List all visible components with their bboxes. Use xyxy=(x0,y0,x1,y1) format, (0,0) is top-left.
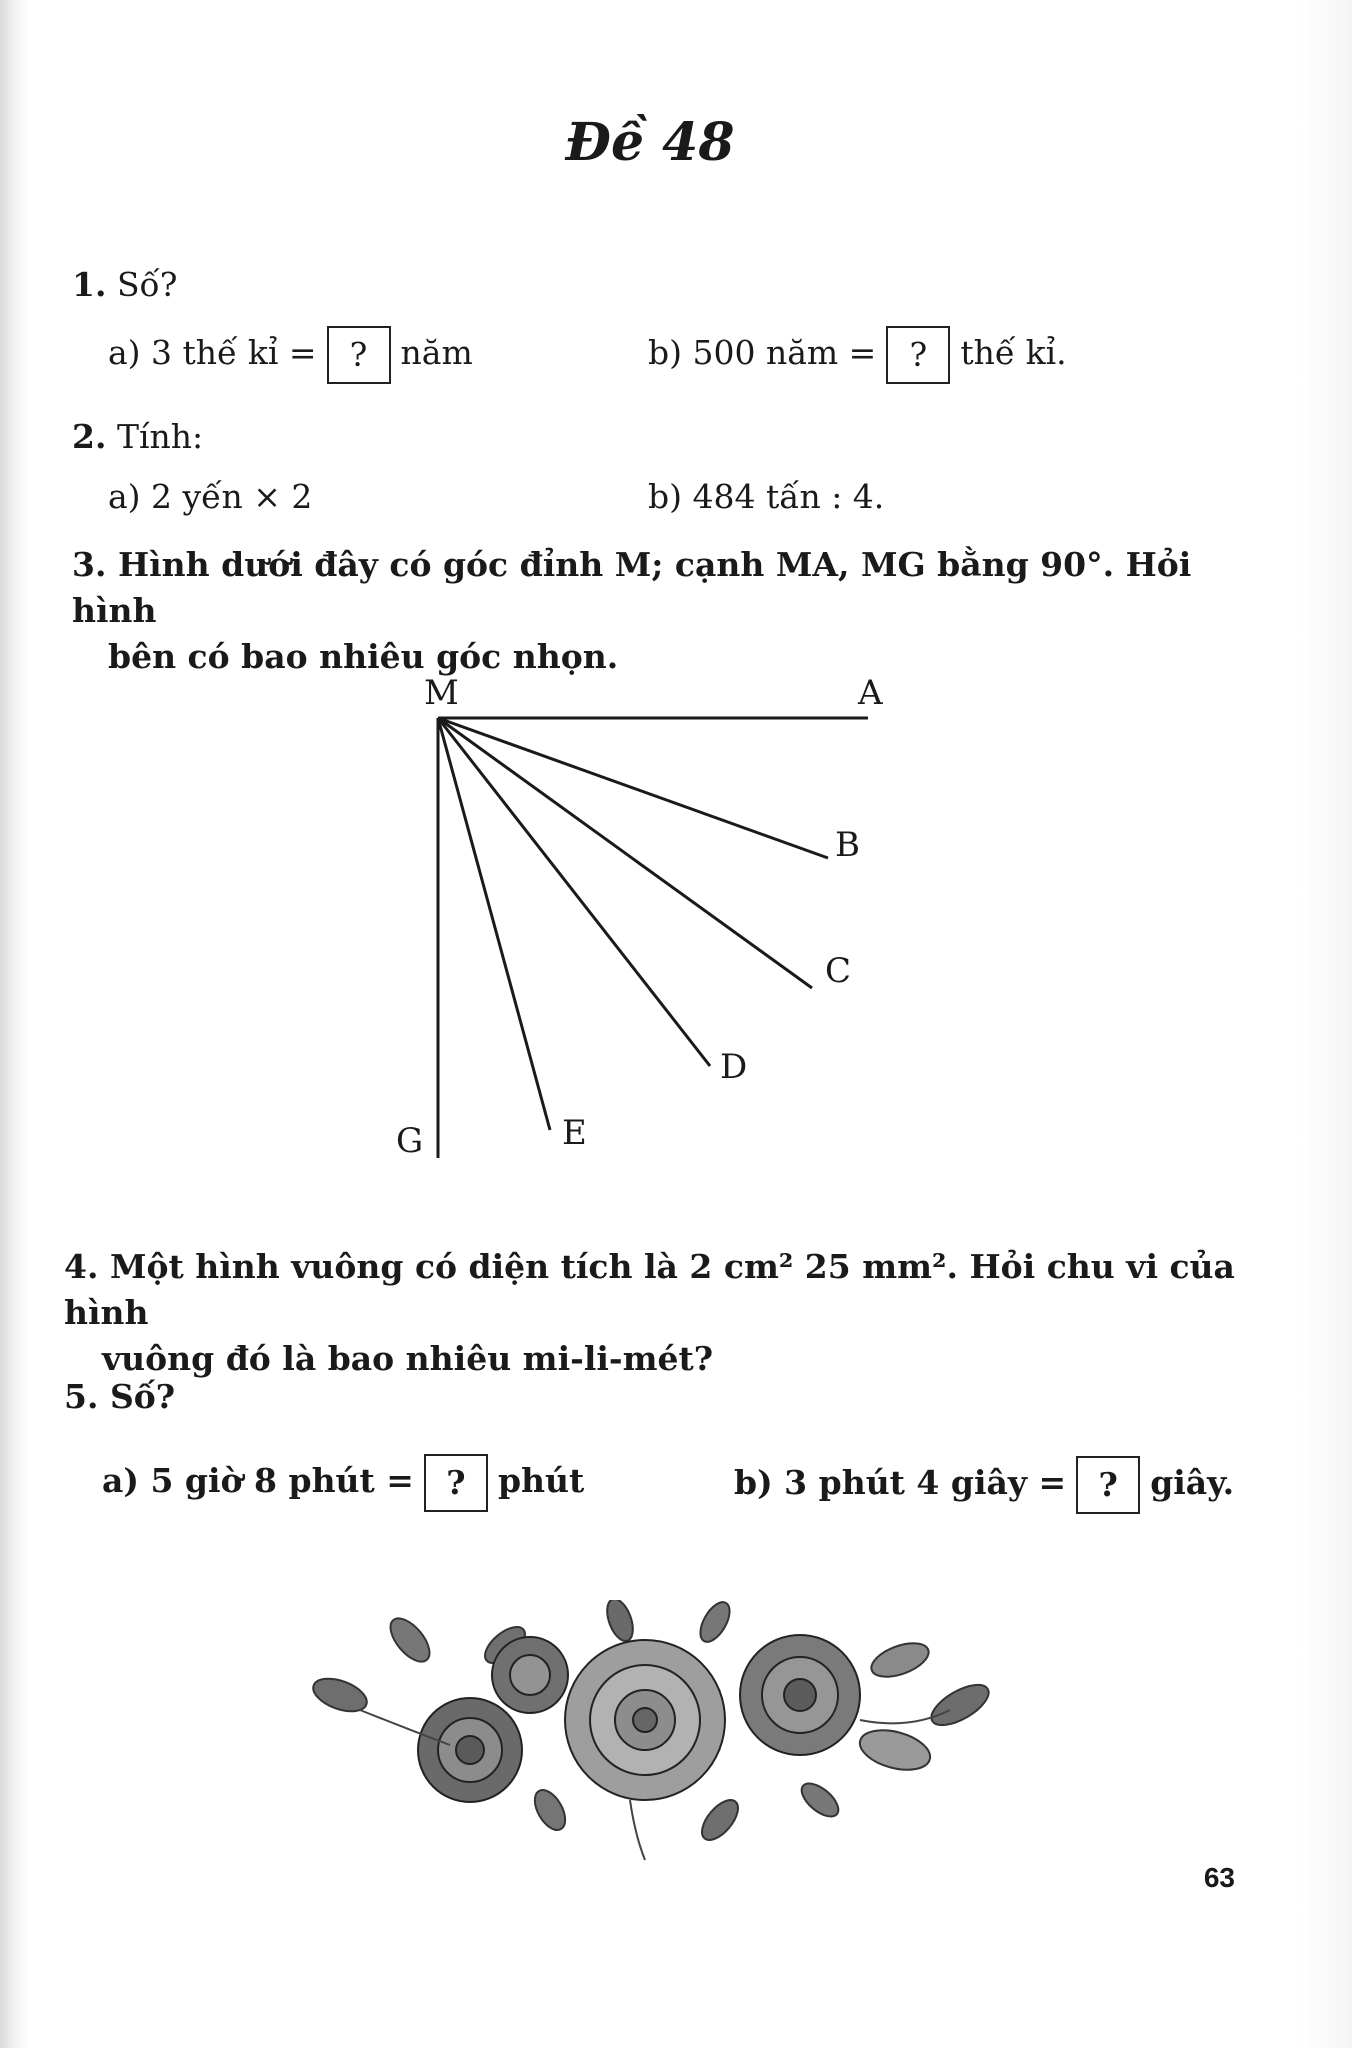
question-2-part-a: a) 2 yến × 2 xyxy=(108,477,313,516)
answer-box-1a[interactable]: ? xyxy=(327,326,391,384)
question-3-line-2: bên có bao nhiêu góc nhọn. xyxy=(108,637,619,676)
label-E: E xyxy=(562,1113,587,1153)
question-4-number: 4. xyxy=(64,1247,99,1286)
question-5b-unit: giây. xyxy=(1150,1463,1235,1502)
answer-box-5b[interactable]: ? xyxy=(1076,1456,1140,1514)
answer-box-1b[interactable]: ? xyxy=(886,326,950,384)
ray-MD xyxy=(438,718,710,1066)
answer-box-5a[interactable]: ? xyxy=(424,1454,488,1512)
page-number: 63 xyxy=(1203,1862,1235,1893)
question-1-prompt: Số? xyxy=(116,265,178,304)
question-5a-text: a) 5 giờ 8 phút = xyxy=(102,1461,414,1500)
angle-figure xyxy=(380,670,940,1180)
question-1-part-b xyxy=(648,326,1067,384)
question-1a-text: a) 3 thế kỉ = xyxy=(108,333,317,372)
angle-figure-svg xyxy=(380,670,940,1180)
label-G: G xyxy=(396,1121,424,1161)
question-4-line-1: Một hình vuông có diện tích là 2 cm² 25 mm². Hỏi chu vi của hình xyxy=(64,1247,1235,1332)
question-1-number: 1. xyxy=(72,265,107,304)
question-5-heading xyxy=(64,1374,175,1420)
question-2-part-b: b) 484 tấn : 4. xyxy=(648,477,885,516)
ray-ME xyxy=(438,718,550,1130)
question-1-part-a xyxy=(108,326,473,384)
ray-MC xyxy=(438,718,812,988)
question-1-heading xyxy=(72,262,177,308)
question-5-part-b xyxy=(734,1456,1234,1514)
question-3-line-1: Hình dưới đây có góc đỉnh M; cạnh MA, MG bằng 90°. Hỏi hình xyxy=(72,545,1192,630)
question-1a-unit: năm xyxy=(400,333,473,372)
question-2-number: 2. xyxy=(72,417,107,456)
question-3-number: 3. xyxy=(72,545,107,584)
label-M: M xyxy=(424,673,459,713)
question-4-line-2: vuông đó là bao nhiêu mi-li-mét? xyxy=(102,1339,714,1378)
question-2-prompt: Tính: xyxy=(116,417,204,456)
question-1b-text: b) 500 năm = xyxy=(648,333,877,372)
label-B: B xyxy=(835,825,860,865)
rose-illustration xyxy=(300,1600,1000,1870)
question-5b-text: b) 3 phút 4 giây = xyxy=(734,1463,1067,1502)
label-C: C xyxy=(825,951,852,991)
question-5-part-a xyxy=(102,1454,584,1512)
label-D: D xyxy=(720,1047,748,1087)
label-A: A xyxy=(858,673,883,713)
question-5-prompt: Số? xyxy=(109,1377,176,1416)
ray-MB xyxy=(438,718,828,858)
page-title: Đề 48 xyxy=(565,112,735,173)
question-3-text xyxy=(72,542,1262,680)
question-5a-unit: phút xyxy=(497,1461,585,1500)
question-5-number: 5. xyxy=(64,1377,99,1416)
question-4-text xyxy=(64,1244,1264,1382)
question-1b-unit: thế kỉ. xyxy=(960,333,1067,372)
rose-decoration xyxy=(300,1600,1000,1870)
question-2-heading xyxy=(72,414,203,460)
